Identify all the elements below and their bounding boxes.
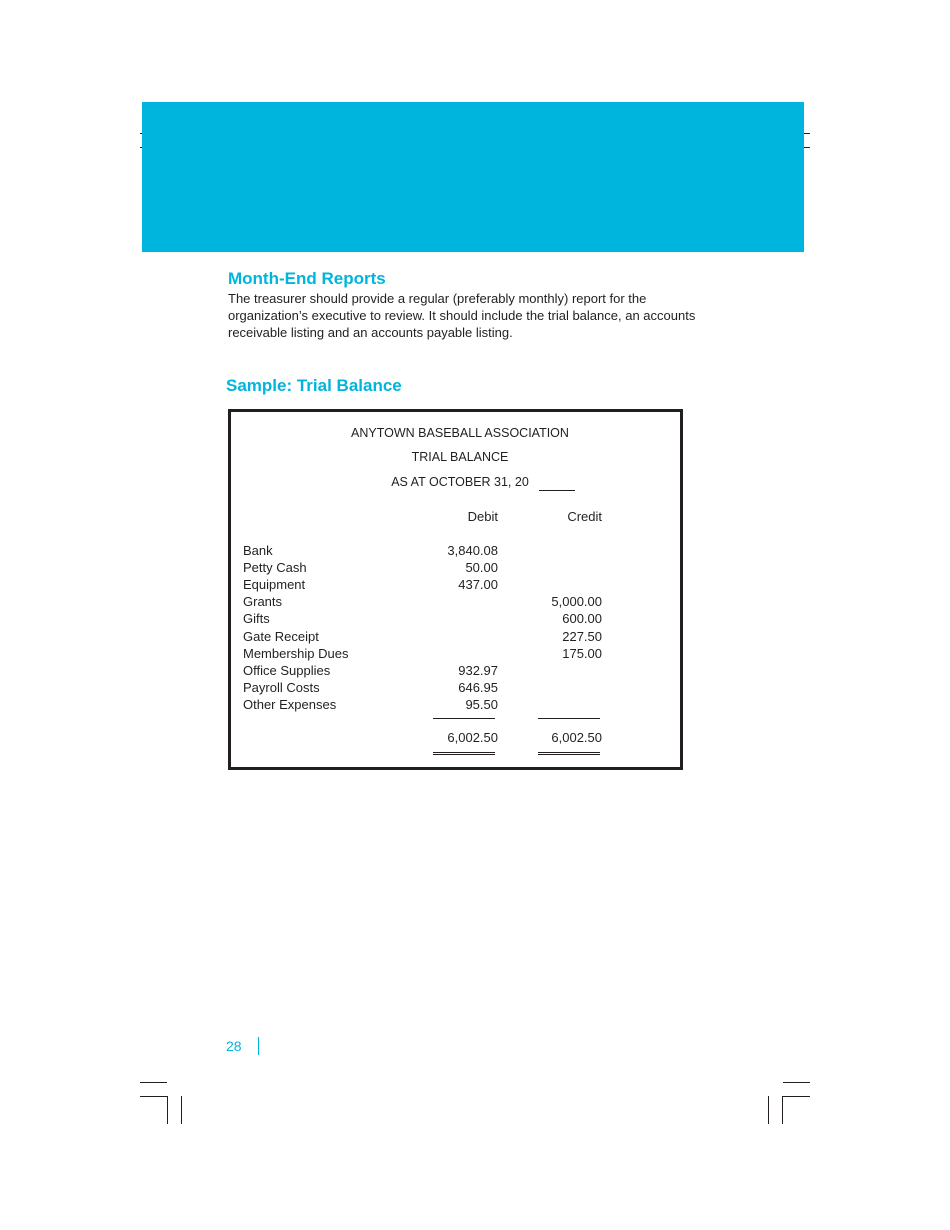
account-name: Office Supplies — [243, 663, 331, 678]
debit-total-double-rule — [433, 752, 495, 755]
crop-mark — [140, 1096, 167, 1097]
account-name: Payroll Costs — [243, 680, 320, 695]
section-heading: Month-End Reports — [228, 269, 386, 288]
page-number: 28 — [226, 1038, 242, 1054]
credit-amount: 175.00 — [562, 646, 602, 661]
crop-mark — [782, 1096, 783, 1124]
account-name: Other Expenses — [243, 697, 337, 712]
debit-amount: 95.50 — [465, 697, 498, 712]
account-name: Bank — [243, 543, 273, 558]
sample-heading: Sample: Trial Balance — [226, 376, 402, 395]
account-name: Gate Receipt — [243, 629, 319, 644]
report-title: TRIAL BALANCE — [411, 450, 509, 464]
debit-column-header: Debit — [467, 509, 498, 524]
credit-subtotal-rule — [538, 718, 600, 719]
crop-mark — [140, 1082, 167, 1083]
debit-subtotal-rule — [433, 718, 495, 719]
crop-mark — [167, 1096, 168, 1124]
section-body: The treasurer should provide a regular (preferably monthly) report for the organization’s executive to review. It should include the trial balance, an accounts receivable listing and an accounts payable listing. — [228, 291, 696, 340]
credit-amount: 227.50 — [562, 629, 602, 644]
credit-amount: 600.00 — [562, 611, 602, 626]
account-name: Grants — [243, 594, 283, 609]
credit-column-header: Credit — [567, 509, 602, 524]
report-date: AS AT OCTOBER 31, 20 — [391, 475, 529, 489]
total-credit: 6,002.50 — [551, 730, 602, 745]
crop-mark — [783, 1082, 810, 1083]
credit-total-double-rule — [538, 752, 600, 755]
credit-amount: 5,000.00 — [551, 594, 602, 609]
header-banner — [142, 102, 804, 252]
page-number-divider — [258, 1037, 259, 1055]
debit-amount: 50.00 — [465, 560, 498, 575]
debit-amount: 3,840.08 — [447, 543, 498, 558]
account-name: Petty Cash — [243, 560, 307, 575]
org-name: ANYTOWN BASEBALL ASSOCIATION — [351, 426, 569, 440]
crop-mark — [181, 1096, 182, 1124]
crop-mark — [768, 1096, 769, 1124]
date-blank-line — [539, 490, 575, 491]
account-name: Membership Dues — [243, 646, 349, 661]
crop-mark — [783, 1096, 810, 1097]
debit-amount: 437.00 — [458, 577, 498, 592]
account-name: Equipment — [243, 577, 306, 592]
total-debit: 6,002.50 — [447, 730, 498, 745]
debit-amount: 646.95 — [458, 680, 498, 695]
debit-amount: 932.97 — [458, 663, 498, 678]
trial-balance-table — [228, 409, 683, 770]
account-name: Gifts — [243, 611, 270, 626]
